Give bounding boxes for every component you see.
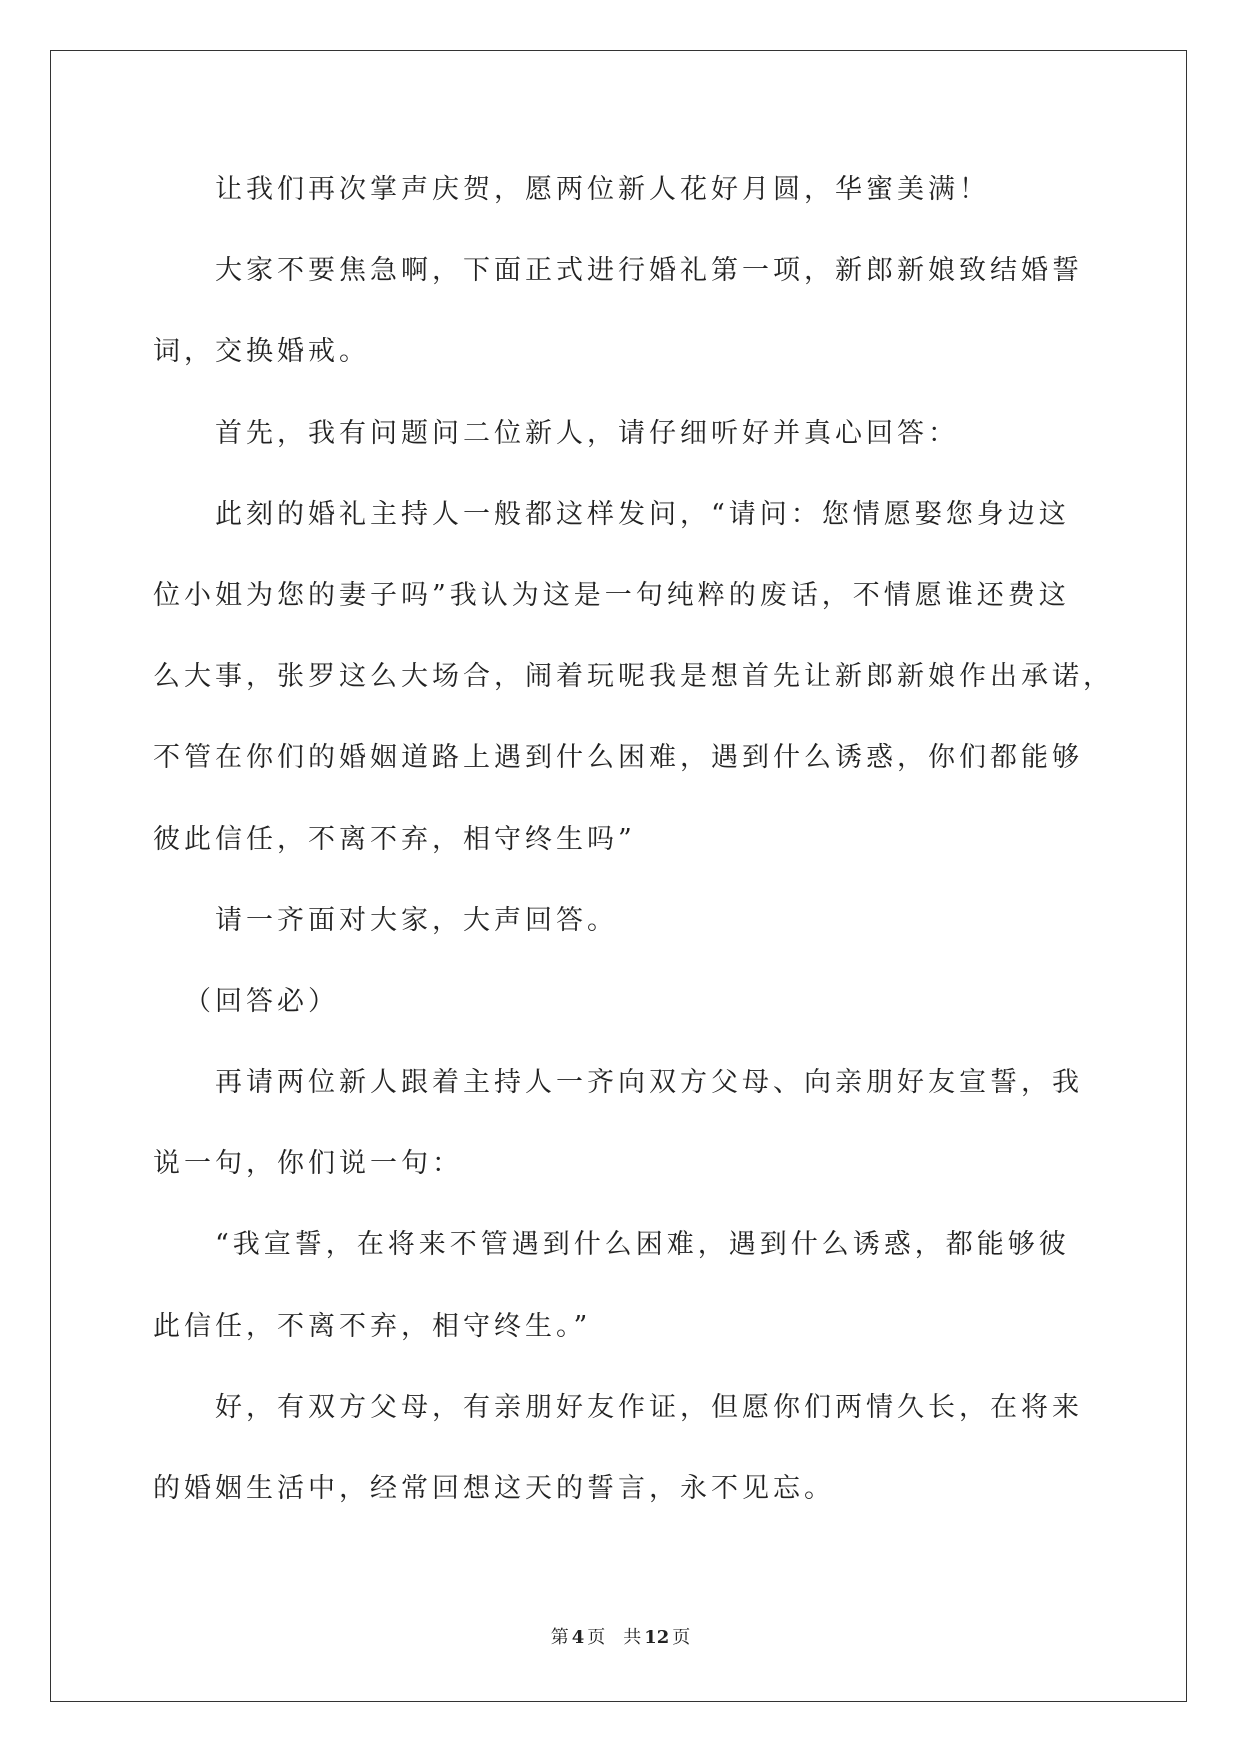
page-footer — [0, 1624, 1241, 1652]
text-line: “我宣誓，在将来不管遇到什么困难，遇到什么诱惑，都能够彼 — [215, 1229, 1070, 1261]
text-line: 不管在你们的婚姻道路上遇到什么困难，遇到什么诱惑，你们都能够 — [153, 742, 1083, 774]
text-line: 么大事，张罗这么大场合，闹着玩呢我是想首先让新郎新娘作出承诺， — [153, 661, 1114, 693]
paragraph — [153, 393, 1153, 474]
paragraph — [153, 1367, 1153, 1529]
paragraph — [153, 1204, 1153, 1366]
text-line: 大家不要焦急啊，下面正式进行婚礼第一项，新郎新娘致结婚誓 — [215, 255, 1083, 287]
text-line: 再请两位新人跟着主持人一齐向双方父母、向亲朋好友宣誓，我 — [215, 1067, 1083, 1099]
total-suffix: 页 — [672, 1627, 691, 1648]
text-line: 彼此信任，不离不弃，相守终生吗” — [153, 823, 636, 855]
text-line: 此刻的婚礼主持人一般都这样发问，“请问：您情愿娶您身边这 — [215, 498, 1070, 530]
paragraph — [153, 149, 1153, 230]
text-line: 首先，我有问题问二位新人，请仔细听好并真心回答： — [215, 417, 959, 449]
text-line: 的婚姻生活中，经常回想这天的誓言，永不见忘。 — [153, 1473, 835, 1504]
paragraph — [153, 474, 1153, 880]
text-line: 词，交换婚戒。 — [153, 336, 370, 368]
text-line: 说一句，你们说一句： — [153, 1148, 463, 1180]
paragraph — [153, 880, 1153, 961]
text-line: 请一齐面对大家，大声回答。 — [215, 904, 618, 936]
total-prefix: 共 — [623, 1627, 642, 1648]
paragraph — [153, 1042, 1153, 1204]
document-body — [153, 149, 1153, 1529]
page-prefix: 第 — [550, 1627, 569, 1648]
text-line: 好，有双方父母，有亲朋好友作证，但愿你们两情久长，在将来 — [215, 1391, 1083, 1423]
page-suffix: 页 — [587, 1627, 606, 1648]
paragraph — [153, 230, 1153, 392]
total-pages: 12 — [644, 1627, 670, 1648]
text-line: 让我们再次掌声庆贺，愿两位新人花好月圆，华蜜美满！ — [215, 174, 990, 205]
text-line: 位小姐为您的妻子吗”我认为这是一句纯粹的废话，不情愿谁还费这 — [153, 579, 1070, 611]
text-line: 此信任，不离不弃，相守终生。” — [153, 1310, 592, 1342]
paragraph — [153, 961, 1153, 1042]
text-line: （回答必） — [184, 985, 339, 1017]
page-number: 4 — [571, 1627, 585, 1648]
